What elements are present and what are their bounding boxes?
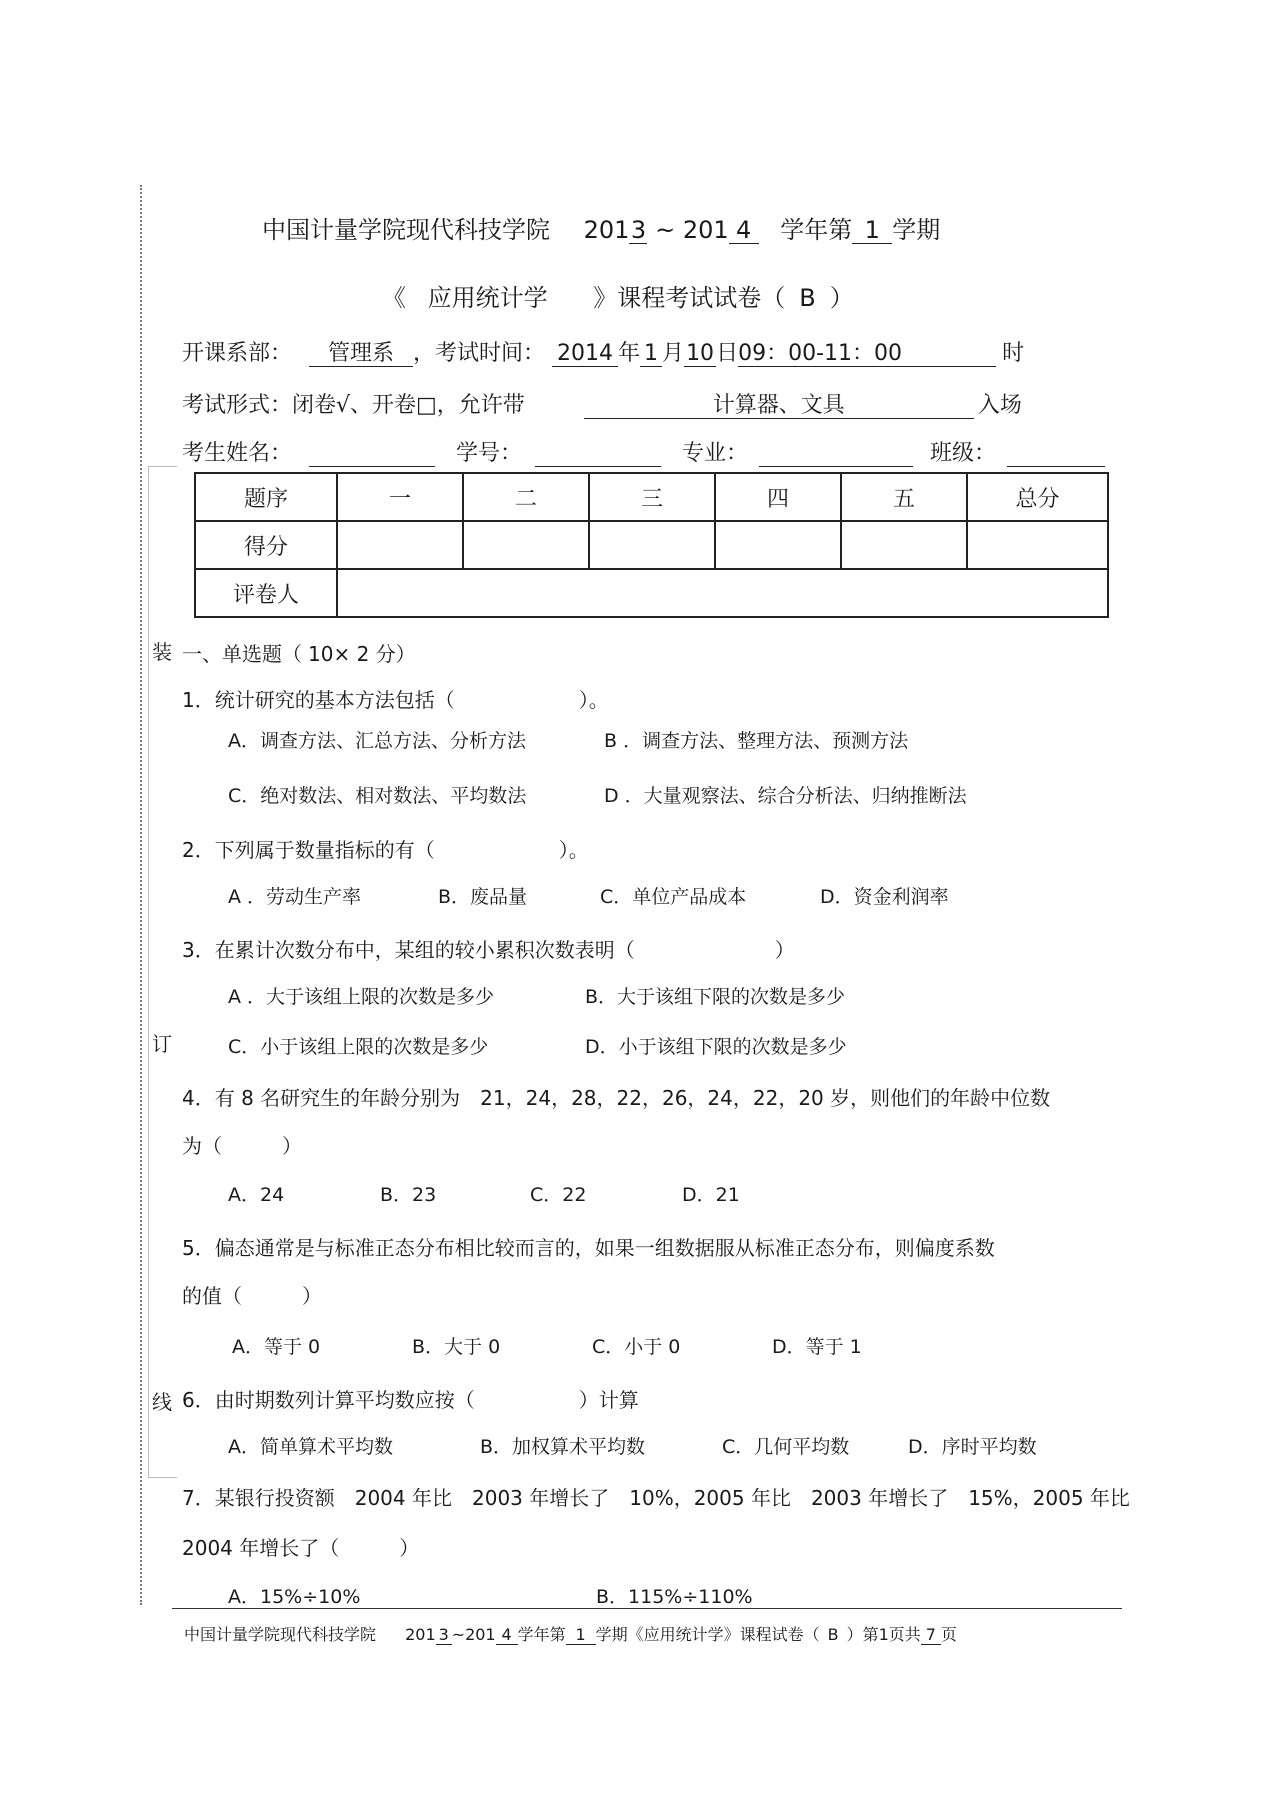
exam-year: 2014 [552, 342, 618, 367]
option-d[interactable]: D．资金利润率 [820, 886, 949, 908]
option-a[interactable]: A．等于 0 [232, 1336, 321, 1358]
dept-label: 开课系部： [182, 341, 293, 366]
question-text: 有 8 名研究生的年龄分别为 21，24，28，22，26，24，22，20 岁，则他们的年龄中位数 [214, 1086, 1051, 1110]
footer-year-end: 4 [496, 1626, 518, 1645]
question-7-stem-line-2: 2004 年增长了（ ） [182, 1536, 420, 1560]
option-b[interactable]: B．废品量 [438, 886, 528, 908]
paper-type: B [799, 284, 816, 312]
term-number: 1 [852, 217, 892, 244]
score-cell[interactable] [715, 521, 841, 569]
footer-paper-type: B [827, 1625, 839, 1644]
school-name: 中国计量学院现代科技学院 [262, 216, 550, 244]
option-c[interactable]: C．小于 0 [592, 1336, 681, 1358]
question-number: 2． [182, 838, 215, 862]
side-label-zhuang: 装 [152, 640, 172, 664]
exam-time-range: 09：00-11：00 [738, 342, 996, 367]
table-row [195, 569, 1108, 617]
question-number: 4． [182, 1086, 215, 1110]
column-header-2: 二 [463, 473, 589, 521]
name-label: 考生姓名： [182, 441, 293, 466]
option-c[interactable]: C．几何平均数 [722, 1436, 850, 1458]
question-2-stem [182, 834, 589, 863]
grader-row-label: 评卷人 [195, 569, 337, 617]
question-text: 在累计次数分布中，某组的较小累积次数表明（ [214, 938, 635, 962]
column-header-5: 五 [841, 473, 967, 521]
section-scoring: 10× 2 分） [308, 642, 416, 666]
question-text-end: ）。 [558, 838, 589, 862]
column-header-total: 总分 [967, 473, 1108, 521]
question-4-stem-line-2: 为（ ） [182, 1134, 302, 1158]
binding-bracket [148, 466, 177, 1478]
question-text: 偏态通常是与标准正态分布相比较而言的，如果一组数据服从标准正态分布，则偏度系数 [214, 1236, 995, 1260]
question-number: 1． [182, 688, 215, 712]
exam-info-line [182, 336, 1024, 367]
question-text-end: ）计算 [578, 1388, 639, 1412]
option-d[interactable]: D．21 [682, 1184, 740, 1206]
title-open-quote: 《 [382, 284, 406, 312]
side-label-ding: 订 [152, 1032, 172, 1056]
question-6-stem [182, 1384, 639, 1413]
option-c[interactable]: C．绝对数法、相对数法、平均数法 [228, 785, 527, 807]
option-b[interactable]: B．23 [380, 1184, 437, 1206]
option-c[interactable]: C．22 [530, 1184, 587, 1206]
score-cell[interactable] [463, 521, 589, 569]
column-header-4: 四 [715, 473, 841, 521]
year-tilde: ~ [655, 216, 676, 244]
question-4-stem [182, 1082, 1050, 1111]
course-name: 应用统计学 [427, 284, 548, 312]
option-c[interactable]: C．单位产品成本 [600, 886, 747, 908]
question-7-stem [182, 1482, 1130, 1511]
score-cell[interactable] [337, 521, 463, 569]
score-cell[interactable] [841, 521, 967, 569]
footer-year-prefix-2: 201 [465, 1625, 496, 1644]
year-prefix-1: 201 [583, 216, 630, 244]
enter-label: 入场 [977, 393, 1022, 418]
class-label: 班级： [930, 441, 997, 466]
option-d[interactable]: D．等于 1 [772, 1336, 862, 1358]
option-b[interactable]: B．大于 0 [412, 1336, 501, 1358]
question-text-end: ） [774, 938, 795, 962]
page-footer [184, 1622, 957, 1645]
term-label: 学期 [892, 216, 941, 244]
option-d[interactable]: D．小于该组下限的次数是多少 [585, 1036, 847, 1058]
option-a[interactable]: A．简单算术平均数 [228, 1436, 393, 1458]
footer-page-text: ）第1页共 [846, 1625, 921, 1644]
class-field[interactable] [1007, 442, 1105, 467]
footer-term-label: 学期《应用统计学》课程试卷（ [595, 1625, 820, 1644]
option-b[interactable]: B．115%÷110% [596, 1586, 753, 1608]
exam-form-line [182, 388, 1022, 419]
exam-header [262, 210, 940, 245]
title-close-paren: ） [829, 284, 854, 312]
table-row [195, 521, 1108, 569]
option-b[interactable]: B ．调查方法、整理方法、预测方法 [604, 730, 909, 752]
score-cell[interactable] [967, 521, 1108, 569]
option-d[interactable]: D ．大量观察法、综合分析法、归纳推断法 [604, 785, 967, 807]
exam-day: 10 [686, 341, 715, 366]
option-b[interactable]: B．加权算术平均数 [480, 1436, 646, 1458]
footer-total-pages: 7 [921, 1626, 941, 1645]
question-text: 统计研究的基本方法包括（ [214, 688, 455, 712]
major-label: 专业： [682, 441, 749, 466]
footer-school: 中国计量学院现代科技学院 [184, 1625, 377, 1644]
question-text: 某银行投资额 2004 年比 2003 年增长了 10%，2005 年比 2003 年增长了 15%，2005 年比 [214, 1486, 1130, 1510]
table-row [195, 473, 1108, 521]
column-header-3: 三 [589, 473, 715, 521]
option-a[interactable]: A．24 [228, 1184, 285, 1206]
question-number: 6． [182, 1388, 215, 1412]
title-close-quote: 》课程考试试卷（ [593, 284, 786, 312]
year-prefix-2: 201 [682, 216, 729, 244]
score-row-label: 得分 [195, 521, 337, 569]
footer-page-unit: 页 [940, 1625, 957, 1644]
option-c[interactable]: C．小于该组上限的次数是多少 [228, 1036, 489, 1058]
year-start-digit: 3 [630, 216, 647, 244]
binding-dotted-line [140, 185, 142, 1605]
row-header-cell: 题序 [195, 473, 337, 521]
footer-year-start: 3 [436, 1626, 452, 1645]
exam-form-label: 考试形式：闭卷√、开卷□，允许带 [182, 393, 525, 418]
year-unit: 年 [618, 341, 641, 366]
question-1-stem [182, 684, 609, 713]
question-5-stem-line-2: 的值（ ） [182, 1284, 322, 1308]
question-5-stem [182, 1232, 995, 1261]
major-field[interactable] [759, 442, 913, 467]
score-cell[interactable] [589, 521, 715, 569]
question-number: 7． [182, 1486, 215, 1510]
question-number: 5． [182, 1236, 215, 1260]
footer-tilde: ~ [451, 1625, 466, 1644]
exam-title [382, 278, 854, 313]
allowed-items: 计算器、文具 [584, 394, 974, 419]
column-header-1: 一 [337, 473, 463, 521]
option-d[interactable]: D．序时平均数 [908, 1436, 1037, 1458]
side-label-xian: 线 [152, 1390, 172, 1414]
month-unit: 月 [662, 341, 685, 366]
student-id-field[interactable] [535, 442, 661, 467]
score-table [194, 472, 1109, 618]
question-text: 由时期数列计算平均数应按（ [214, 1388, 475, 1412]
footer-year-label: 学年第 [517, 1625, 566, 1644]
footer-rule [172, 1608, 1122, 1609]
question-number: 3． [182, 938, 215, 962]
option-a[interactable]: A．15%÷10% [228, 1586, 361, 1608]
year-end-digit: 4 [729, 217, 759, 244]
section-title: 一、单选题（ [182, 642, 302, 666]
year-label: 学年第 [780, 216, 853, 244]
student-info-line [182, 436, 1105, 467]
dept-value: 管理系 [309, 342, 413, 367]
time-unit: 时 [1002, 341, 1025, 366]
name-field[interactable] [309, 442, 435, 467]
day-unit: 日 [716, 341, 739, 366]
id-label: 学号： [456, 441, 523, 466]
question-text-end: ）。 [578, 688, 609, 712]
question-3-stem [182, 934, 795, 963]
time-label: ，考试时间： [413, 341, 546, 366]
footer-year-prefix-1: 201 [405, 1625, 436, 1644]
grader-cell[interactable] [337, 569, 1108, 617]
option-a[interactable]: A．调查方法、汇总方法、分析方法 [228, 730, 526, 752]
option-a[interactable]: A ．大于该组上限的次数是多少 [228, 986, 495, 1008]
option-b[interactable]: B．大于该组下限的次数是多少 [585, 986, 846, 1008]
question-text: 下列属于数量指标的有（ [214, 838, 435, 862]
option-a[interactable]: A ．劳动生产率 [228, 886, 362, 908]
section-heading [182, 638, 416, 667]
exam-month: 1 [640, 342, 662, 367]
footer-term: 1 [566, 1626, 596, 1645]
